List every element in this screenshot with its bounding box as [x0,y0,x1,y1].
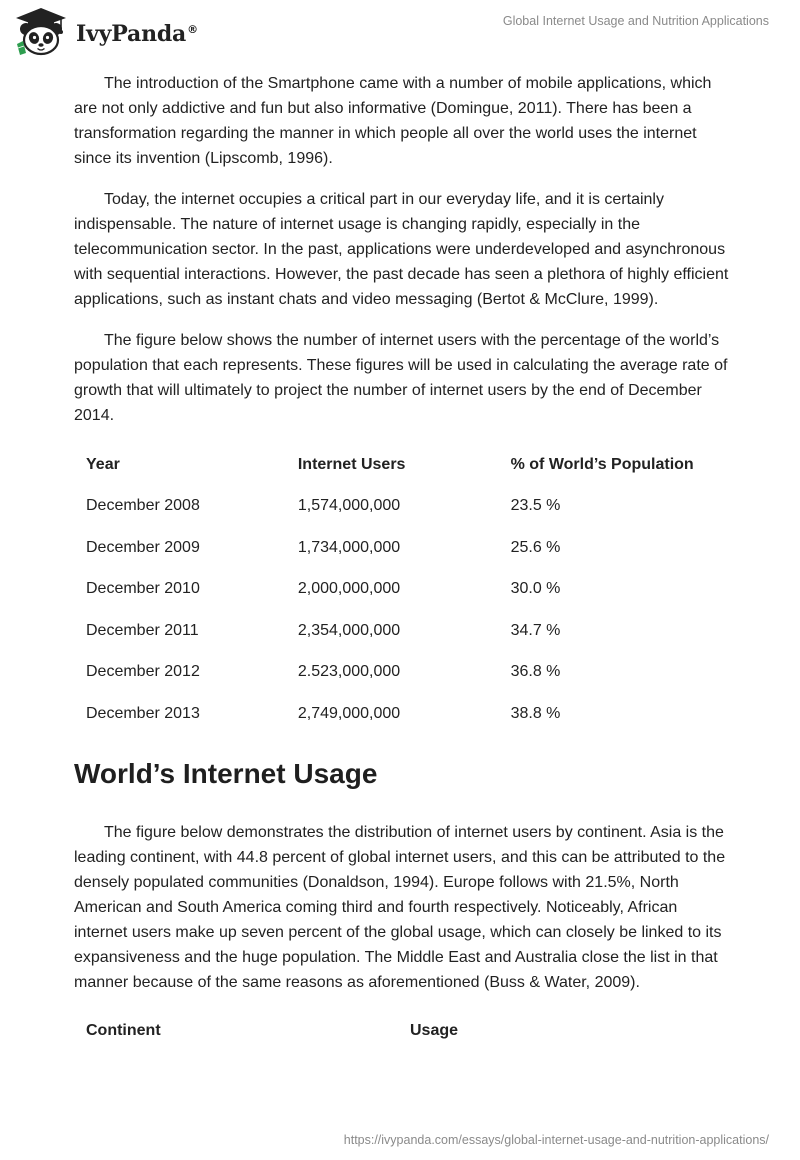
table-row [74,610,734,652]
registered-mark: ® [187,22,198,36]
users-cell: 2,749,000,000 [297,704,401,722]
users-cell: 2.523,000,000 [297,663,401,681]
year-cell: December 2010 [86,580,200,598]
users-cell: 2,000,000,000 [297,580,401,598]
table-header-row [74,1011,710,1051]
year-cell: December 2012 [86,663,200,681]
percent-cell: 23.5 % [510,497,561,515]
column-header-population-percent: % of World’s Population [510,455,694,473]
article-body [74,71,734,1051]
table-header-row [74,444,734,486]
paragraph-figure-description: The figure below shows the number of internet users with the percentage of the world’s population that each represents. These figures will be used in calculating the average rate of growth that will ultimately to project the number of internet users by the end of December 2014. [74,332,728,424]
percent-cell: 30.0 % [510,580,561,598]
paragraph-internet-today: Today, the internet occupies a critical part in our everyday life, and it is certainly indispensable. The nature of internet usage is changing rapidly, especially in the telecommunication sector. In the past, applications were underdeveloped and asynchronous with sequential interactions. However, the past decade has seen a plethora of highly efficient applications, such as instant chats and video messaging (Bertot & McClure, 1999). [74,191,729,308]
page-header [0,0,800,64]
percent-cell: 36.8 % [510,663,561,681]
table-row [74,652,734,694]
continent-usage-table [74,1011,710,1051]
year-cell: December 2008 [86,497,200,515]
year-cell: December 2011 [86,621,199,639]
table-row [74,569,734,611]
paragraph-continent-distribution: The figure below demonstrates the distribution of internet users by continent. Asia is the leading continent, with 44.8 percent of global internet users, and this can be attributed to the densely populated communities (Donaldson, 1994). Europe follows with 21.5%, North American and South America coming third and fourth respectively. Noticeably, African internet users make up seven percent of the global usage, which can closely be linked to its expansiveness and the huge population. The Middle East and Australia close the list in that manner because of the same reasons as aforementioned (Buss & Water, 2009). [74,823,726,991]
column-header-year: Year [86,455,120,473]
column-header-continent: Continent [86,1021,161,1039]
footer-source-url[interactable]: https://ivypanda.com/essays/global-internet-usage-and-nutrition-applications/ [343,1133,769,1147]
users-cell: 1,574,000,000 [297,497,401,515]
percent-cell: 38.8 % [510,704,561,722]
logo-text: IvyPanda® [76,21,198,47]
table-row [74,693,734,735]
percent-cell: 25.6 % [510,538,561,556]
ivypanda-logo[interactable] [14,7,198,57]
paragraph-intro: The introduction of the Smartphone came with a number of mobile applications, which are not only addictive and fun but also informative (Domingue, 2011). There has been a transformation regarding the manner in which people all over the world uses the internet since its invention (Lipscomb, 1996). [74,75,712,167]
users-cell: 1,734,000,000 [297,538,401,556]
panda-graduate-icon [14,7,68,57]
section-heading-world-internet-usage: World’s Internet Usage [74,757,378,789]
column-header-internet-users: Internet Users [297,455,406,473]
year-cell: December 2013 [86,704,200,722]
document-title: Global Internet Usage and Nutrition Applications [502,14,769,28]
column-header-usage: Usage [410,1021,459,1039]
users-cell: 2,354,000,000 [297,621,401,639]
percent-cell: 34.7 % [510,621,561,639]
year-cell: December 2009 [86,538,200,556]
table-row [74,486,734,528]
internet-users-table [74,444,734,735]
table-row [74,527,734,569]
